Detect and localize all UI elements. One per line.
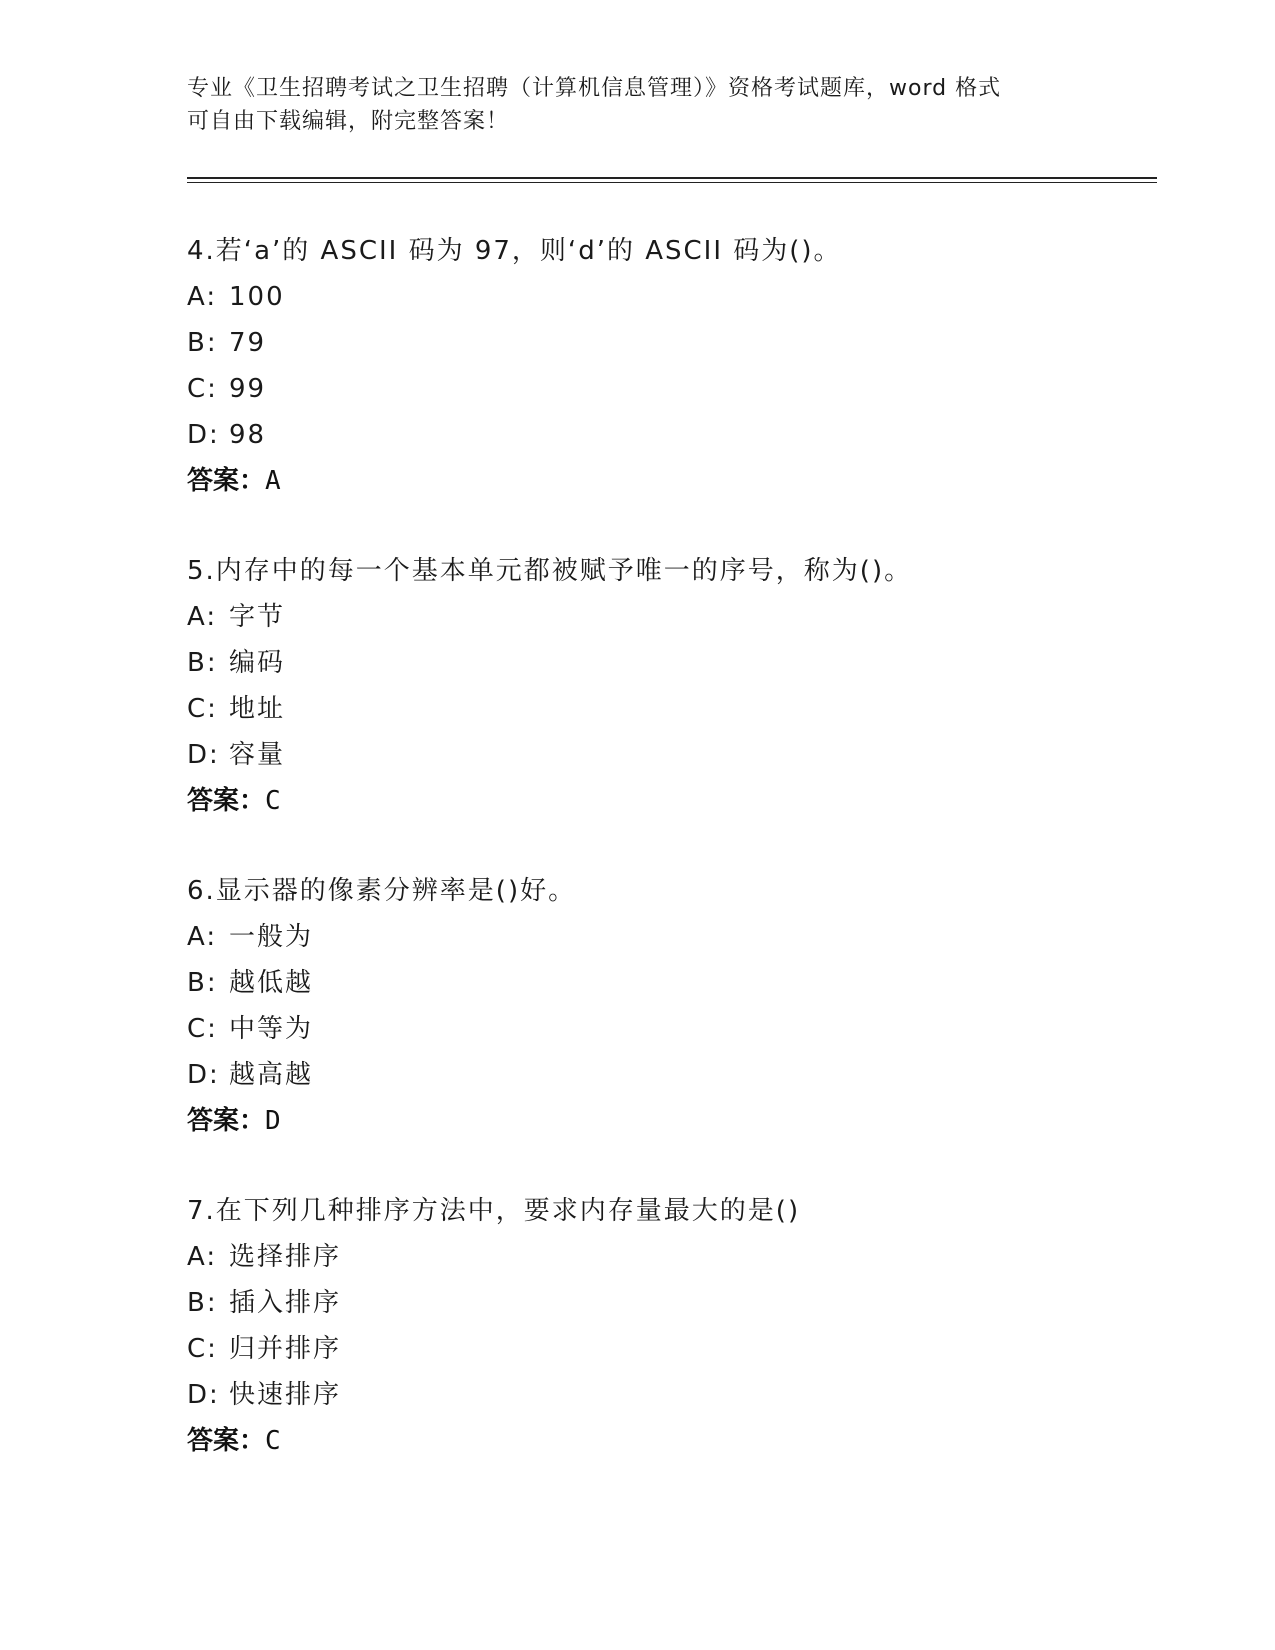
answer-value: D xyxy=(265,1106,281,1136)
answer-line xyxy=(187,1098,1167,1144)
option-c xyxy=(187,1326,1167,1372)
option-letter: C: xyxy=(187,374,218,404)
option-text: 归并排序 xyxy=(229,1334,342,1364)
option-text: 100 xyxy=(229,282,285,312)
option-text: 99 xyxy=(229,374,267,404)
header-line-2: 可自由下载编辑，附完整答案！ xyxy=(187,109,510,134)
option-a xyxy=(187,274,1167,320)
question-title: 4.若‘a’的 ASCII 码为 97，则‘d’的 ASCII 码为()。 xyxy=(187,236,842,266)
option-letter: C: xyxy=(187,694,218,724)
option-d xyxy=(187,732,1167,778)
question-block xyxy=(187,868,1167,1144)
option-letter: D: xyxy=(187,1380,220,1410)
option-d xyxy=(187,412,1167,458)
option-letter: B: xyxy=(187,1288,218,1318)
header-divider-thick xyxy=(187,177,1157,179)
option-letter: D: xyxy=(187,1060,220,1090)
option-c xyxy=(187,366,1167,412)
option-letter: A: xyxy=(187,602,218,632)
option-b xyxy=(187,320,1167,366)
question-title: 6.显示器的像素分辨率是()好。 xyxy=(187,876,577,906)
answer-line xyxy=(187,778,1167,824)
option-text: 地址 xyxy=(229,694,286,724)
question-title: 7.在下列几种排序方法中，要求内存量最大的是() xyxy=(187,1196,801,1226)
option-letter: A: xyxy=(187,922,218,952)
option-c xyxy=(187,1006,1167,1052)
option-b xyxy=(187,640,1167,686)
answer-value: C xyxy=(265,1426,281,1456)
option-a xyxy=(187,594,1167,640)
header-line-1: 专业《卫生招聘考试之卫生招聘（计算机信息管理）》资格考试题库，word 格式 xyxy=(187,76,1002,101)
option-letter: D: xyxy=(187,740,220,770)
option-letter: B: xyxy=(187,648,218,678)
answer-value: A xyxy=(265,466,281,496)
answer-label: 答案： xyxy=(187,786,266,816)
answer-value: C xyxy=(265,786,281,816)
option-text: 字节 xyxy=(229,602,286,632)
option-letter: B: xyxy=(187,968,218,998)
option-d xyxy=(187,1052,1167,1098)
option-b xyxy=(187,960,1167,1006)
option-text: 79 xyxy=(229,328,267,358)
option-text: 一般为 xyxy=(229,922,314,952)
option-d xyxy=(187,1372,1167,1418)
option-text: 中等为 xyxy=(229,1014,314,1044)
option-a xyxy=(187,1234,1167,1280)
option-c xyxy=(187,686,1167,732)
option-letter: C: xyxy=(187,1334,218,1364)
answer-line xyxy=(187,1418,1167,1464)
option-a xyxy=(187,914,1167,960)
answer-label: 答案： xyxy=(187,466,266,496)
document-header xyxy=(187,72,1087,138)
option-text: 容量 xyxy=(229,740,286,770)
answer-line xyxy=(187,458,1167,504)
option-letter: B: xyxy=(187,328,218,358)
option-letter: A: xyxy=(187,282,218,312)
header-divider-thin xyxy=(187,182,1157,183)
option-text: 98 xyxy=(229,420,267,450)
option-b xyxy=(187,1280,1167,1326)
answer-label: 答案： xyxy=(187,1426,266,1456)
option-letter: A: xyxy=(187,1242,218,1272)
question-title: 5.内存中的每一个基本单元都被赋予唯一的序号，称为()。 xyxy=(187,556,913,586)
option-text: 插入排序 xyxy=(229,1288,342,1318)
question-block xyxy=(187,228,1167,504)
option-text: 选择排序 xyxy=(229,1242,342,1272)
answer-label: 答案： xyxy=(187,1106,266,1136)
option-letter: C: xyxy=(187,1014,218,1044)
option-text: 编码 xyxy=(229,648,286,678)
question-block xyxy=(187,548,1167,824)
option-text: 越低越 xyxy=(229,968,314,998)
option-letter: D: xyxy=(187,420,220,450)
option-text: 快速排序 xyxy=(229,1380,342,1410)
question-block xyxy=(187,1188,1167,1464)
option-text: 越高越 xyxy=(229,1060,314,1090)
